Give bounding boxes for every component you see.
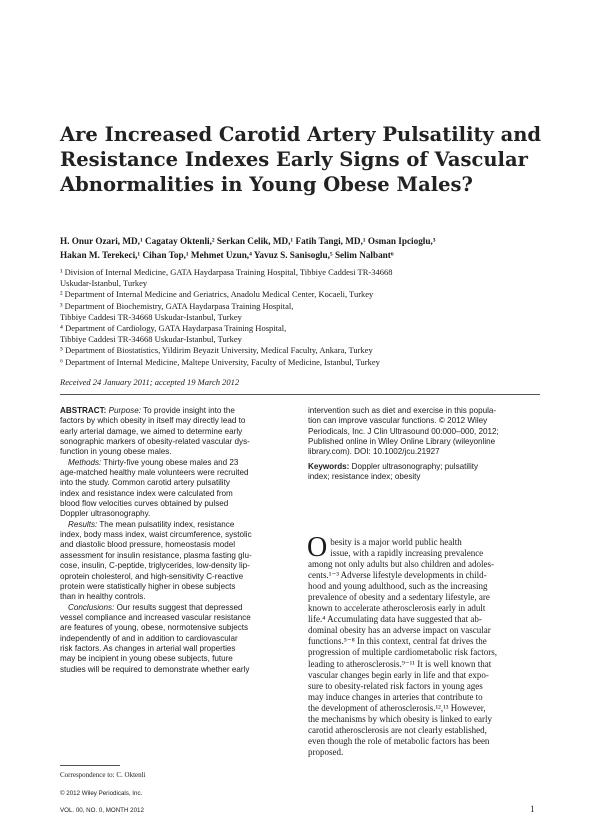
abstract-line: may be incipient in young obese subjects, future (60, 654, 233, 664)
abstract-line: Doppler ultrasonography. (60, 509, 151, 519)
abstract-line: intervention such as diet and exercise in this popula- (308, 406, 497, 415)
body-line: sure to obesity-related risk factors in young ages (308, 680, 483, 691)
abstract-line: index, body mass index, waist circumference, systolic (60, 530, 252, 540)
abstract-line: early arterial damage, we aimed to determine early (60, 426, 243, 436)
abstract-line: tion can improve vascular functions. © 2012 Wiley (308, 416, 488, 426)
author-line: Hakan M. Terekeci,¹ Cihan Top,¹ Mehmet Uzun,⁴ Yavuz S. Sanisoglu,⁵ Selim Nalbant⁶ (60, 250, 394, 260)
abstract-heading: ABSTRACT: (60, 406, 107, 415)
abstract-line: oprotein cholesterol, and high-sensitivity C-reactive (60, 571, 244, 581)
abstract-line: cose, insulin, C-peptide, triglycerides, low-density lip- (60, 561, 250, 571)
abstract-line: Published online in Wiley Online Library (wileyonline (308, 437, 496, 447)
affiliation-line: Uskudar-Istanbul, Turkey (60, 278, 148, 289)
conclusions-label: Conclusions: (68, 602, 115, 612)
abstract-line: index and resistance index were calculated from (60, 488, 233, 498)
body-line: known to accelerate atherosclerosis early in adult (308, 603, 486, 614)
body-line: even though the role of metabolic factors has been (308, 735, 490, 746)
keywords-text: index; resistance index; obesity (308, 472, 421, 482)
abstract-line: age-matched healthy male volunteers were recruited (60, 468, 249, 478)
correspondence-note: Correspondence to: C. Oktenli (60, 771, 146, 779)
abstract-line: independently of and in addition to cardiovascular (60, 633, 238, 643)
abstract-line: are features of young, obese, normotensive subjects (60, 623, 249, 633)
methods-label: Methods: (68, 457, 102, 467)
abstract-line: function in young obese males. (60, 447, 172, 457)
body-text (307, 532, 540, 758)
affiliation-line: ⁵ Department of Biostatistics, Yildirim Beyazit University, Medical Faculty, Ankara, Turkey (60, 345, 373, 356)
abstract-line: sonographic markers of obesity-related vascular dys- (60, 437, 250, 447)
body-line: issue, with a rapidly increasing prevalence (330, 548, 484, 559)
body-line: cents.¹⁻³ Adverse lifestyle developments in child- (308, 570, 487, 581)
author-list (60, 234, 560, 262)
abstract-line: than in healthy controls. (60, 592, 146, 602)
purpose-label: Purpose: (108, 406, 141, 415)
footnote-divider (60, 765, 120, 766)
affiliation-line: Tibbiye Caddesi TR-34668 Uskudar-Istanbul, Turkey (60, 334, 242, 345)
title-line: Abnormalities in Young Obese Males? (60, 173, 473, 196)
body-line: the development of atherosclerosis.¹²,¹³ However, (308, 702, 486, 713)
body-line: hood and young adulthood, such as the increasing (308, 581, 488, 592)
affiliation-line: ¹ Division of Internal Medicine, GATA Haydarpasa Training Hospital, Tibbiye Caddesi TR-34668 (60, 267, 393, 277)
body-line: prevalence of obesity and a sedentary lifestyle, are (308, 592, 490, 603)
body-line: may induce changes in arteries that contribute to (308, 691, 483, 702)
abstract-continued (308, 406, 540, 482)
abstract-line: library.com). DOI: 10.1002/jcu.21927 (308, 447, 440, 457)
body-line: progression of multiple cardiometabolic risk factors, (308, 647, 497, 658)
drop-cap: O (307, 532, 328, 563)
abstract-text: The mean pulsatility index, resistance (97, 519, 235, 529)
abstract-text: To provide insight into the (140, 406, 235, 415)
abstract-line: blood flow velocities curves obtained by pulsed (60, 499, 229, 509)
affiliations (60, 267, 560, 368)
keywords-text: Doppler ultrasonography; pulsatility (349, 461, 479, 471)
abstract-line: studies will be required to demonstrate whether early (60, 664, 250, 674)
abstract-line: into the study. Common carotid artery pulsatility (60, 478, 230, 488)
affiliation-line: ⁶ Department of Internal Medicine, Maltepe University, Faculty of Medicine, Istanbul, Turkey (60, 356, 380, 367)
body-line: the mechanisms by which obesity is linked to early (308, 713, 492, 724)
body-line: life.⁴ Accumulating data have suggested that ab- (308, 614, 482, 625)
abstract-text: Our results suggest that depressed (114, 602, 243, 612)
body-line: functions.⁵⁻⁸ In this context, central fat drives the (308, 636, 487, 647)
article-title (60, 122, 550, 197)
body-line: besity is a major world public health (330, 537, 462, 547)
page-number: 1 (530, 804, 535, 814)
affiliation-line: ⁴ Department of Cardiology, GATA Haydarpasa Training Hospital, (60, 323, 287, 334)
author-line: H. Onur Ozari, MD,¹ Cagatay Oktenli,² Serkan Celik, MD,¹ Fatih Tangi, MD,¹ Osman Ipcioglu,³ (60, 236, 436, 246)
received-dates: Received 24 January 2011; accepted 19 March 2012 (60, 377, 240, 387)
body-line: among not only adults but also children and adoles- (308, 559, 494, 570)
abstract-text: Thirty-five young obese males and 23 (101, 457, 239, 467)
abstract-line: and diastolic blood pressure, homeostasis model (60, 540, 236, 550)
title-line: Are Increased Carotid Artery Pulsatility and (60, 123, 542, 146)
body-line: carotid atherosclerosis are not clearly established, (308, 724, 487, 735)
abstract-line: vessel compliance and increased vascular resistance (60, 612, 251, 622)
body-line: dominal obesity has an adverse impact on vascular (308, 625, 491, 636)
abstract-line: risk factors. As changes in arterial wall properties (60, 643, 236, 653)
abstract-line: Periodicals, Inc. J Clin Ultrasound 00:000–000, 2012; (308, 426, 499, 436)
body-line: proposed. (308, 746, 344, 757)
body-line: vascular changes begin early in life and that expo- (308, 669, 489, 680)
copyright-note: © 2012 Wiley Periodicals, Inc. (60, 790, 143, 797)
abstract (60, 406, 292, 675)
affiliation-line: ³ Department of Biochemistry, GATA Haydarpasa Training Hospital, (60, 300, 294, 311)
body-line: leading to atherosclerosis.⁹⁻¹¹ It is well known that (308, 658, 492, 669)
affiliation-line: Tibbiye Caddesi TR-34668 Uskudar-Istanbul, Turkey (60, 311, 242, 322)
section-divider (60, 394, 540, 395)
affiliation-line: ² Department of Internal Medicine and Geriatrics, Anadolu Medical Center, Kocaeli, Turkey (60, 289, 374, 300)
abstract-line: factors by which obesity in itself may directly lead to (60, 416, 246, 426)
results-label: Results: (68, 519, 98, 529)
title-line: Resistance Indexes Early Signs of Vascular (60, 148, 528, 171)
keywords-label: Keywords: (308, 461, 350, 471)
abstract-line: assessment for insulin resistance, plasma fasting glu- (60, 550, 252, 560)
abstract-line: protein were statistically higher in obese subjects (60, 581, 236, 591)
running-footer: VOL. 00, NO. 0, MONTH 2012 (60, 807, 144, 814)
